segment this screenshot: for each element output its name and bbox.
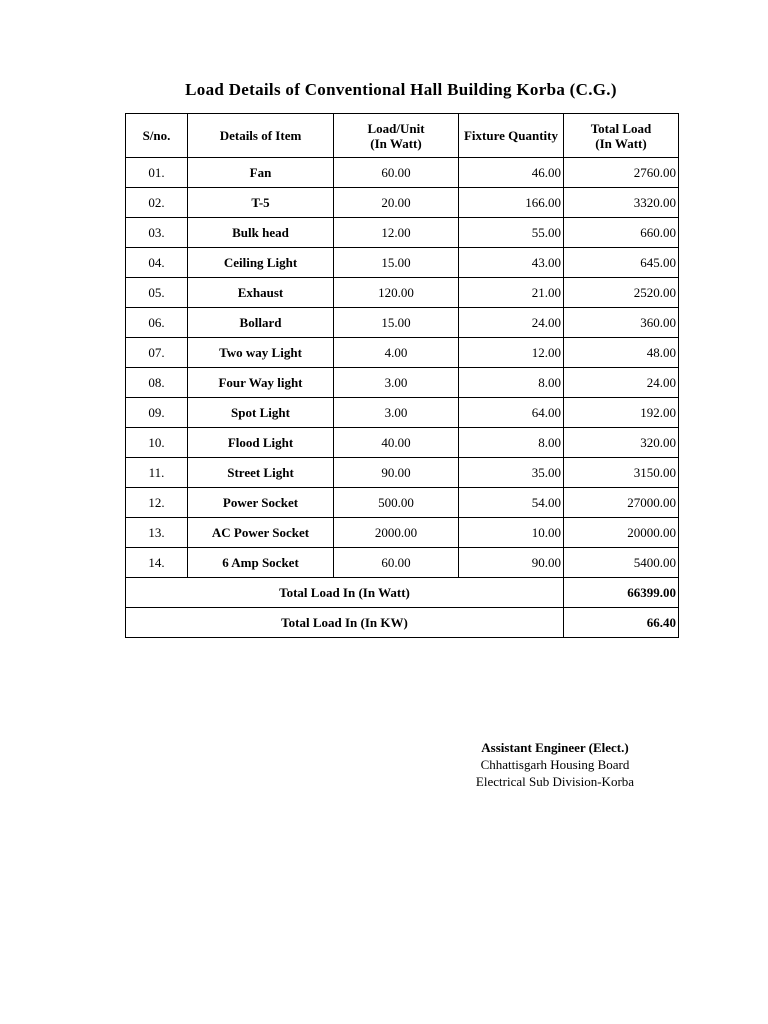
signature-division: Electrical Sub Division-Korba [475,774,635,789]
cell-sno: 04. [126,248,188,278]
cell-load-per-unit: 15.00 [334,308,459,338]
signature-block [440,739,670,790]
table-row [126,458,679,488]
cell-total-load: 360.00 [564,308,679,338]
cell-total-load: 2520.00 [564,278,679,308]
cell-fixture-quantity: 24.00 [459,308,564,338]
cell-load-per-unit: 3.00 [334,368,459,398]
cell-total-load: 20000.00 [564,518,679,548]
cell-sno: 07. [126,338,188,368]
table-row [126,338,679,368]
cell-total-load: 27000.00 [564,488,679,518]
header-qty: Fixture Quantity [459,114,564,158]
cell-fixture-quantity: 46.00 [459,158,564,188]
cell-total-load: 5400.00 [564,548,679,578]
cell-sno: 13. [126,518,188,548]
header-total-line1: Total Load [590,120,652,136]
cell-item: Power Socket [188,488,334,518]
header-total [564,114,679,158]
table-row [126,518,679,548]
cell-item: Bulk head [188,218,334,248]
total-watt-value: 66399.00 [564,578,679,608]
header-total-line2: (In Watt) [595,135,647,151]
cell-fixture-quantity: 8.00 [459,368,564,398]
cell-item: Street Light [188,458,334,488]
cell-sno: 08. [126,368,188,398]
cell-sno: 12. [126,488,188,518]
table-row [126,188,679,218]
cell-sno: 10. [126,428,188,458]
cell-sno: 06. [126,308,188,338]
cell-item: Fan [188,158,334,188]
total-kw-row [126,608,679,638]
cell-load-per-unit: 500.00 [334,488,459,518]
cell-total-load: 3320.00 [564,188,679,218]
cell-load-per-unit: 12.00 [334,218,459,248]
table-row [126,308,679,338]
signature-organization: Chhattisgarh Housing Board [480,757,630,772]
cell-fixture-quantity: 8.00 [459,428,564,458]
table-body [126,158,679,578]
cell-sno: 14. [126,548,188,578]
cell-load-per-unit: 90.00 [334,458,459,488]
document-title: Load Details of Conventional Hall Building Korba (C.G.) [185,80,617,99]
total-watt-label: Total Load In (In Watt) [126,578,564,608]
cell-fixture-quantity: 21.00 [459,278,564,308]
table-row [126,218,679,248]
signature-title: Assistant Engineer (Elect.) [481,740,629,755]
header-load-line1: Load/Unit [367,120,425,136]
cell-total-load: 192.00 [564,398,679,428]
cell-item: Four Way light [188,368,334,398]
cell-load-per-unit: 15.00 [334,248,459,278]
cell-fixture-quantity: 12.00 [459,338,564,368]
cell-load-per-unit: 60.00 [334,548,459,578]
cell-fixture-quantity: 10.00 [459,518,564,548]
cell-item: Ceiling Light [188,248,334,278]
cell-load-per-unit: 3.00 [334,398,459,428]
header-sno: S/no. [126,114,188,158]
cell-sno: 01. [126,158,188,188]
cell-total-load: 48.00 [564,338,679,368]
cell-load-per-unit: 120.00 [334,278,459,308]
cell-item: AC Power Socket [188,518,334,548]
load-details-table [125,113,679,638]
table-row [126,248,679,278]
cell-item: Bollard [188,308,334,338]
cell-total-load: 320.00 [564,428,679,458]
table-row [126,368,679,398]
cell-sno: 02. [126,188,188,218]
table-row [126,158,679,188]
table-row [126,428,679,458]
cell-item: Spot Light [188,398,334,428]
cell-total-load: 24.00 [564,368,679,398]
cell-load-per-unit: 2000.00 [334,518,459,548]
cell-load-per-unit: 20.00 [334,188,459,218]
header-item: Details of Item [188,114,334,158]
cell-item: Two way Light [188,338,334,368]
cell-sno: 03. [126,218,188,248]
cell-load-per-unit: 60.00 [334,158,459,188]
cell-load-per-unit: 4.00 [334,338,459,368]
cell-fixture-quantity: 166.00 [459,188,564,218]
header-load [334,114,459,158]
cell-fixture-quantity: 90.00 [459,548,564,578]
cell-total-load: 645.00 [564,248,679,278]
cell-fixture-quantity: 54.00 [459,488,564,518]
total-kw-label: Total Load In (In KW) [126,608,564,638]
cell-item: Flood Light [188,428,334,458]
cell-item: T-5 [188,188,334,218]
cell-total-load: 2760.00 [564,158,679,188]
table-row [126,488,679,518]
table-row [126,278,679,308]
table-row [126,398,679,428]
header-load-line2: (In Watt) [370,135,422,151]
total-kw-value: 66.40 [564,608,679,638]
cell-fixture-quantity: 64.00 [459,398,564,428]
cell-sno: 09. [126,398,188,428]
cell-item: 6 Amp Socket [188,548,334,578]
cell-item: Exhaust [188,278,334,308]
cell-total-load: 660.00 [564,218,679,248]
cell-total-load: 3150.00 [564,458,679,488]
total-watt-row [126,578,679,608]
table-row [126,548,679,578]
cell-fixture-quantity: 35.00 [459,458,564,488]
cell-fixture-quantity: 55.00 [459,218,564,248]
cell-sno: 11. [126,458,188,488]
cell-load-per-unit: 40.00 [334,428,459,458]
cell-fixture-quantity: 43.00 [459,248,564,278]
table-header-row [126,114,679,158]
cell-sno: 05. [126,278,188,308]
